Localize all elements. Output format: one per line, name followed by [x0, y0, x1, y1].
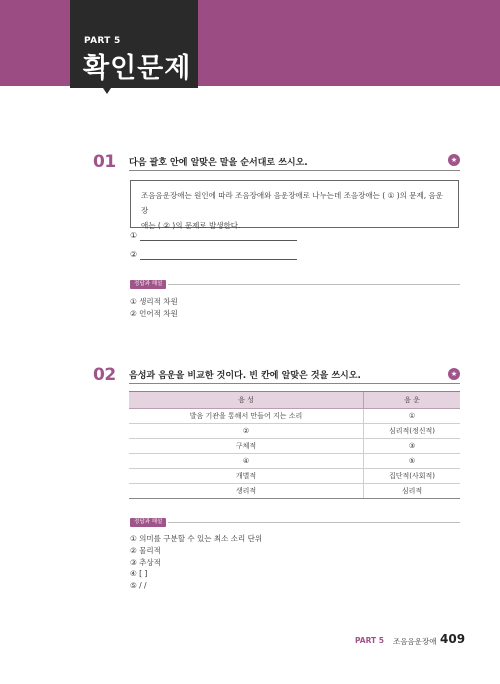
- table-cell: 구체적: [129, 439, 363, 454]
- table-cell: 집단적(사회적): [363, 469, 460, 484]
- answer-1-line-1: ① 생리적 차원: [130, 297, 178, 306]
- answer-badge-2: 정답과 해설: [130, 518, 166, 527]
- passage-line-1: 조음음운장애는 원인에 따라 조음장애와 음운장애로 나누는데 조음장애는 ( ① )의 문제, 음운장: [141, 191, 444, 215]
- answer-rule-2: [168, 522, 460, 523]
- table-cell: ①: [363, 409, 460, 424]
- table-header-phone: 음 성: [129, 392, 363, 409]
- table-cell: 생리적: [129, 484, 363, 499]
- table-cell: 개별적: [129, 469, 363, 484]
- question-2-rule: [129, 383, 460, 384]
- answer-1-line-2: ② 언어적 차원: [130, 309, 178, 318]
- answer-2-line-4: ④ [ ]: [130, 569, 148, 578]
- blank-2-line[interactable]: [140, 259, 297, 260]
- blank-2-marker: ②: [130, 250, 138, 259]
- difficulty-star-icon: ★: [448, 154, 460, 166]
- answer-2-line-2: ② 물리적: [130, 546, 161, 555]
- table-cell: 심리적(정신적): [363, 424, 460, 439]
- table-cell: ⑤: [363, 454, 460, 469]
- question-1-number: 01: [93, 152, 116, 172]
- part-label: PART 5: [84, 36, 121, 46]
- page-title: 확인문제: [83, 53, 192, 84]
- table-row: [129, 424, 460, 439]
- answer-2-line-1: ① 의미를 구분할 수 있는 최소 소리 단위: [130, 534, 263, 543]
- table-row: [129, 439, 460, 454]
- blank-1-marker: ①: [130, 231, 138, 240]
- answer-2-line-5: ⑤ / /: [130, 581, 147, 590]
- passage-line-2: 애는 ( ② )의 문제로 발생한다.: [141, 221, 241, 230]
- blank-1-line[interactable]: [140, 240, 297, 241]
- table-cell: ③: [363, 439, 460, 454]
- table-cell: ②: [129, 424, 363, 439]
- difficulty-star-icon: ★: [448, 368, 460, 380]
- question-2-text: 음성과 음운을 비교한 것이다. 빈 칸에 알맞은 것을 쓰시오.: [129, 371, 361, 381]
- question-1-rule: [129, 170, 460, 171]
- table-row: [129, 409, 460, 424]
- tab-pointer: [103, 88, 111, 94]
- question-2-number: 02: [93, 365, 116, 385]
- table-cell: ④: [129, 454, 363, 469]
- table-cell: 발음 기관을 통해서 만들어 지는 소리: [129, 409, 363, 424]
- answer-badge-1: 정답과 해설: [130, 280, 166, 289]
- table-row: [129, 469, 460, 484]
- passage-box: [130, 180, 459, 228]
- footer-chapter: 조음음운장애: [393, 637, 437, 646]
- answer-rule-1: [168, 284, 460, 285]
- table-row: [129, 484, 460, 499]
- table-row: [129, 454, 460, 469]
- page-number: 409: [440, 632, 466, 646]
- comparison-table: [129, 391, 460, 499]
- question-1-text: 다음 괄호 안에 알맞은 말을 순서대로 쓰시오.: [129, 158, 308, 168]
- footer-part: PART 5: [355, 636, 384, 645]
- table-header-phoneme: 음 운: [363, 392, 460, 409]
- table-cell: 심리적: [363, 484, 460, 499]
- answer-2-line-3: ③ 추상적: [130, 558, 161, 567]
